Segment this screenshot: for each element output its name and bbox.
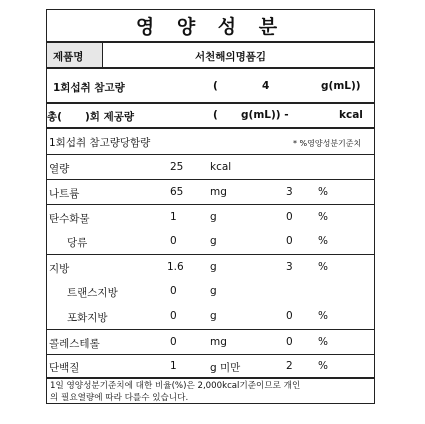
nutrient-amount: 0 xyxy=(170,235,177,247)
product-label: 제품명 xyxy=(53,51,84,63)
serving-open-paren: ( xyxy=(213,80,218,92)
nutrient-amount: 25 xyxy=(170,161,184,173)
nutrient-percent: 0 xyxy=(286,336,293,348)
nutrient-percent-unit: % xyxy=(318,336,328,348)
total-kcal: kcal xyxy=(339,109,363,121)
nutrient-unit: g xyxy=(210,261,217,273)
nutrient-row-carbohydrate xyxy=(47,204,374,229)
footnote-line-1: 1일 영양성분기준치에 대한 비율(%)은 2,000kcal기준이므로 개인 xyxy=(50,381,301,391)
serving-unit: g(mL)) xyxy=(321,80,361,92)
total-open-paren: ( xyxy=(213,109,218,121)
nutrient-percent: 2 xyxy=(286,360,293,372)
nutrient-row-protein xyxy=(47,354,374,377)
per-serving-header xyxy=(47,127,374,154)
nutrient-name: 나트륨 xyxy=(49,188,80,200)
nutrition-facts-panel xyxy=(46,9,375,404)
nutrient-percent: 0 xyxy=(286,310,293,322)
nutrient-amount: 0 xyxy=(170,285,177,297)
total-servings-row xyxy=(47,102,374,127)
nutrient-row-cholesterol xyxy=(47,329,374,354)
serving-label: 1회섭취 참고량 xyxy=(53,82,125,94)
product-name: 서천해의명품김 xyxy=(195,51,267,63)
nutrient-name: 탄수화물 xyxy=(49,213,90,225)
nutrient-amount: 0 xyxy=(170,336,177,348)
footnote-line-2: 의 필요열량에 따라 다를수 있습니다. xyxy=(50,393,189,403)
nutrient-amount: 0 xyxy=(170,310,177,322)
nutrient-percent: 0 xyxy=(286,211,293,223)
nutrient-unit: g xyxy=(210,310,217,322)
nutrient-percent-unit: % xyxy=(318,186,328,198)
nutrient-row-sodium xyxy=(47,179,374,204)
nutrient-unit: mg xyxy=(210,336,227,348)
nutrient-unit: g 미만 xyxy=(210,362,241,374)
total-unit: g(mL)) - xyxy=(241,109,289,121)
nutrient-name: 포화지방 xyxy=(67,312,108,324)
nutrient-unit: kcal xyxy=(210,161,232,173)
nutrient-unit: g xyxy=(210,285,217,297)
nutrient-unit: mg xyxy=(210,186,227,198)
nutrient-amount: 65 xyxy=(170,186,184,198)
nutrient-percent-unit: % xyxy=(318,211,328,223)
nutrient-percent: 3 xyxy=(286,186,293,198)
product-divider xyxy=(102,43,103,67)
nutrient-percent-unit: % xyxy=(318,261,328,273)
nutrient-row-sugars xyxy=(47,229,374,254)
nutrient-name: 당류 xyxy=(67,237,88,249)
nutrient-amount: 1 xyxy=(170,211,177,223)
product-row xyxy=(47,41,374,67)
nutrient-unit: g xyxy=(210,211,217,223)
nutrient-percent: 3 xyxy=(286,261,293,273)
nutrient-unit: g xyxy=(210,235,217,247)
nutrient-name: 트랜스지방 xyxy=(67,287,118,299)
nutrient-row-trans-fat xyxy=(47,279,374,304)
nutrient-percent-unit: % xyxy=(318,310,328,322)
nutrient-name: 콜레스테롤 xyxy=(49,338,100,350)
panel-title: 영 양 성 분 xyxy=(135,16,286,38)
serving-value: 4 xyxy=(262,80,270,92)
total-label-end: )회 제공량 xyxy=(85,111,135,123)
nutrient-name: 열량 xyxy=(49,163,70,175)
nutrient-amount: 1 xyxy=(170,360,177,372)
daily-value-note: * %영양성분기준치 xyxy=(293,139,362,148)
total-label-start: 총( xyxy=(47,111,62,123)
nutrient-name: 지방 xyxy=(49,263,70,275)
nutrient-percent-unit: % xyxy=(318,235,328,247)
nutrient-percent-unit: % xyxy=(318,360,328,372)
nutrient-amount: 1.6 xyxy=(167,261,184,273)
nutrient-row-fat xyxy=(47,254,374,279)
per-serving-label: 1회섭취 참고량당함량 xyxy=(49,137,151,149)
nutrient-name: 단백질 xyxy=(49,362,80,374)
footnote xyxy=(47,377,374,403)
nutrient-percent: 0 xyxy=(286,235,293,247)
nutrient-row-saturated-fat xyxy=(47,304,374,329)
nutrient-row-calories xyxy=(47,154,374,179)
serving-row xyxy=(47,67,374,102)
